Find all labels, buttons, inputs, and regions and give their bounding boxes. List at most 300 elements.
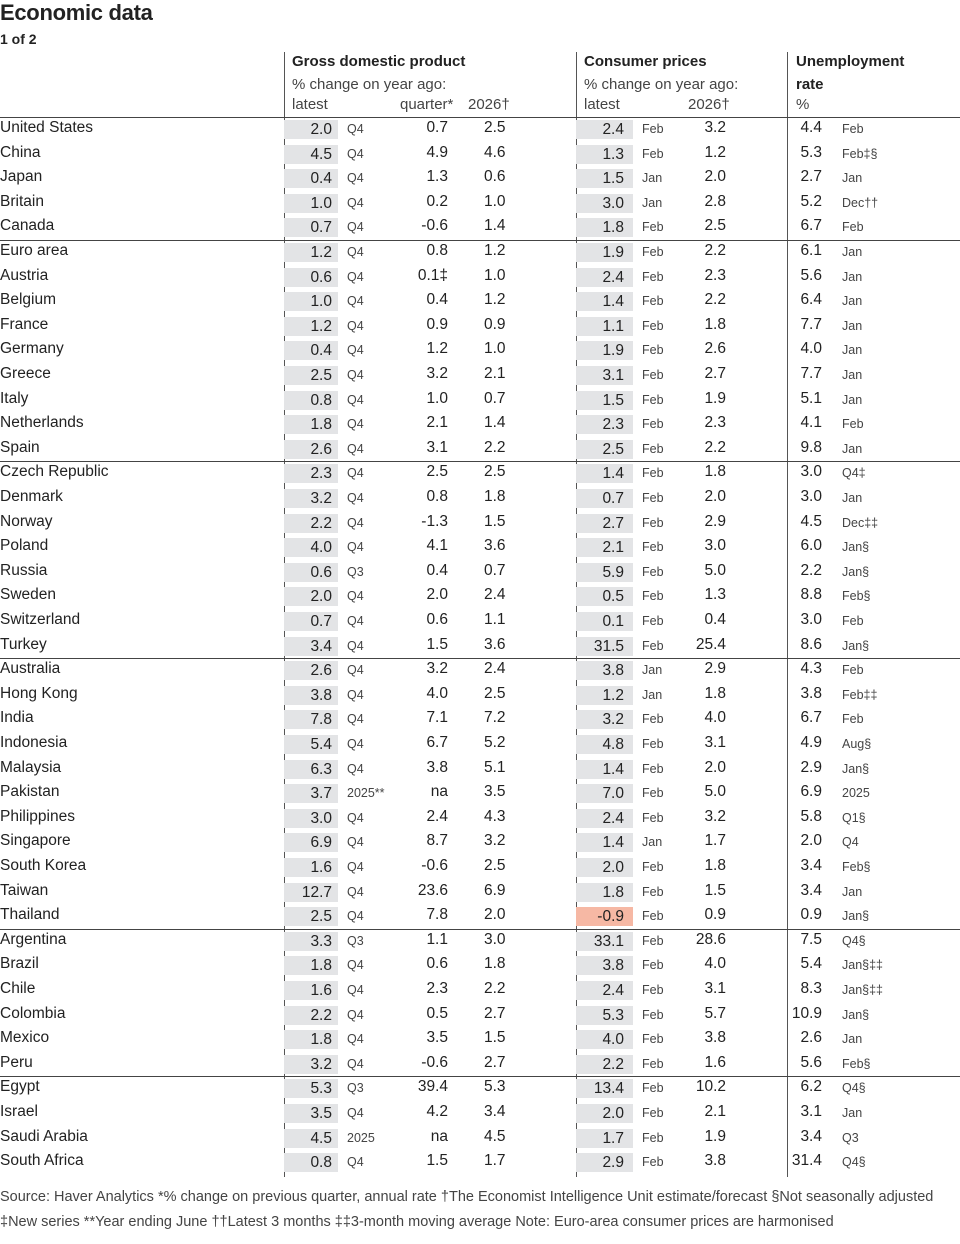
gdp-quarter: -0.6	[421, 1053, 448, 1071]
gdp-latest: 3.4	[284, 637, 338, 656]
cpi-2026: 10.2	[695, 1078, 726, 1096]
gdp-period: Q4	[347, 441, 364, 456]
cpi-2026: 25.4	[695, 635, 726, 653]
cpi-2026: 3.2	[704, 119, 726, 136]
cpi-latest: 5.3	[576, 1006, 633, 1025]
gdp-latest: 3.7	[284, 784, 338, 803]
cpi-month: Feb	[642, 466, 664, 481]
country-name: Peru	[0, 1053, 33, 1071]
unemployment-rate: 4.1	[800, 414, 822, 432]
gdp-2026: 1.4	[484, 217, 506, 235]
country-name: Saudi Arabia	[0, 1127, 88, 1145]
gdp-2026: 1.1	[484, 611, 506, 628]
unemployment-month: Jan§	[842, 540, 870, 555]
unemployment-rate: 8.3	[800, 980, 822, 997]
table-row	[0, 609, 960, 634]
country-name: Russia	[0, 561, 48, 579]
cpi-2026: 2.2	[704, 438, 726, 456]
table-row	[0, 584, 960, 609]
gdp-2026: 0.9	[484, 315, 506, 333]
gdp-period: Q4	[347, 983, 364, 997]
cpi-2026: 5.0	[704, 783, 726, 801]
gdp-latest: 0.7	[284, 218, 338, 237]
cpi-2026: 1.5	[704, 881, 726, 899]
country-name: India	[0, 709, 34, 727]
footnote-line-2: ‡New series **Year ending June ††Latest 3 months ‡‡3-month moving average Note: Euro-area consumer prices are harmonised	[0, 1214, 834, 1230]
cpi-2026: 1.8	[704, 463, 726, 481]
gdp-quarter: 0.6	[426, 611, 448, 628]
gdp-period: Q4	[347, 466, 364, 481]
gdp-latest: 1.0	[284, 194, 338, 213]
cpi-latest: 2.4	[576, 268, 633, 287]
gdp-latest: 0.6	[284, 268, 338, 287]
cpi-latest: 1.5	[576, 391, 633, 410]
country-name: Switzerland	[0, 611, 81, 628]
gdp-2026: 1.2	[484, 242, 506, 259]
table-row	[0, 191, 960, 216]
table-row	[0, 732, 960, 757]
cpi-2026: 3.1	[704, 980, 726, 997]
gdp-period: 2025	[347, 1130, 375, 1145]
cpi-latest: 3.8	[576, 661, 633, 680]
table-row	[0, 486, 960, 511]
gdp-2026: 7.2	[484, 709, 506, 727]
cpi-month: Feb	[642, 1130, 664, 1145]
unemployment-month: Feb‡§	[842, 146, 878, 161]
footnote-line-1: Source: Haver Analytics *% change on previous quarter, annual rate †The Economist Intelligence Unit estimate/forecast §Not seasonally adjusted	[0, 1189, 934, 1205]
cpi-latest: 2.1	[576, 538, 633, 557]
gdp-period: Q4	[347, 884, 364, 899]
gdp-period: Q4	[347, 909, 364, 924]
gdp-latest: 1.6	[284, 981, 338, 1000]
cpi-month: Feb	[642, 122, 664, 136]
gdp-2026: 6.9	[484, 881, 506, 899]
cpi-latest: 3.8	[576, 956, 633, 975]
gdp-2026: 2.5	[484, 684, 506, 702]
cpi-month: Feb	[642, 515, 664, 530]
gdp-quarter: 0.6	[426, 955, 448, 973]
unemployment-month: Dec††	[842, 195, 879, 210]
table-row	[0, 412, 960, 437]
gdp-latest: 1.2	[284, 243, 338, 262]
table-row	[0, 830, 960, 855]
unemployment-rate: 3.4	[800, 857, 822, 874]
unemployment-rate: 2.2	[800, 561, 822, 579]
gdp-header-title: Gross domestic product	[292, 53, 466, 70]
gdp-period: Q4	[347, 269, 364, 284]
country-name: Britain	[0, 192, 44, 210]
unemployment-month: Jan	[842, 1106, 863, 1120]
country-name: Hong Kong	[0, 684, 78, 702]
gdp-latest: 2.0	[284, 587, 338, 606]
gdp-latest: 1.6	[284, 858, 338, 877]
gdp-latest: 12.7	[284, 883, 338, 902]
cpi-2026: 1.2	[704, 143, 726, 161]
unemployment-rate: 3.8	[800, 684, 822, 702]
gdp-quarter: 2.4	[426, 807, 448, 825]
unemployment-month: Jan	[842, 884, 863, 899]
gdp-latest: 5.4	[284, 735, 338, 754]
table-row	[0, 929, 960, 954]
gdp-quarter: 0.4	[426, 291, 448, 309]
unemployment-month: Feb	[842, 417, 864, 432]
cpi-latest: 31.5	[576, 637, 633, 656]
country-name: Indonesia	[0, 734, 68, 751]
gdp-quarter: 1.1	[426, 930, 448, 948]
gdp-quarter: 7.1	[426, 709, 448, 727]
cpi-latest: 1.4	[576, 464, 633, 483]
gdp-latest: 1.8	[284, 1030, 338, 1049]
unemployment-rate: 7.5	[800, 930, 822, 948]
gdp-quarter: 4.9	[426, 143, 448, 161]
gdp-2026: 0.7	[484, 561, 506, 579]
gdp-quarter: 0.1‡	[417, 266, 448, 284]
gdp-quarter: 3.1	[426, 438, 448, 456]
gdp-2026: 1.5	[484, 512, 506, 530]
gdp-period: Q4	[347, 122, 364, 136]
gdp-latest: 3.0	[284, 809, 338, 828]
gdp-quarter: 1.0	[426, 389, 448, 407]
unemployment-rate: 6.7	[800, 709, 822, 727]
cpi-month: Feb	[642, 1032, 664, 1047]
cpi-latest: -0.9	[576, 907, 633, 926]
table-row	[0, 511, 960, 536]
unemployment-month: Jan	[842, 171, 863, 186]
unemployment-month: Jan	[842, 392, 863, 407]
cpi-2026: 2.1	[704, 1103, 726, 1120]
cpi-header-2026: 2026†	[688, 96, 730, 113]
gdp-quarter: 3.2	[426, 660, 448, 678]
gdp-2026: 1.8	[484, 955, 506, 973]
table-row	[0, 855, 960, 880]
country-name: Pakistan	[0, 783, 60, 801]
gdp-latest: 1.8	[284, 415, 338, 434]
cpi-latest: 13.4	[576, 1079, 633, 1098]
unemployment-rate: 8.8	[800, 586, 822, 604]
country-name: Euro area	[0, 242, 69, 259]
unemployment-month: Feb§	[842, 1056, 871, 1071]
gdp-2026: 2.5	[484, 463, 506, 481]
country-name: United States	[0, 119, 94, 136]
cpi-2026: 2.0	[704, 168, 726, 186]
gdp-period: Q4	[347, 663, 364, 678]
cpi-latest: 1.4	[576, 760, 633, 779]
cpi-2026: 1.9	[704, 1127, 726, 1145]
unemployment-month: Jan	[842, 1032, 863, 1047]
country-name: China	[0, 143, 41, 161]
unemployment-month: Jan§	[842, 1007, 870, 1022]
cpi-latest: 2.2	[576, 1055, 633, 1074]
country-name: Greece	[0, 365, 51, 382]
table-row	[0, 781, 960, 806]
gdp-quarter: 6.7	[426, 734, 448, 751]
gdp-latest: 0.8	[284, 1153, 338, 1172]
country-name: Sweden	[0, 586, 57, 604]
table-row	[0, 634, 960, 659]
cpi-month: Feb	[642, 712, 664, 727]
table-row	[0, 461, 960, 486]
unemployment-rate: 3.0	[800, 488, 822, 505]
cpi-latest: 3.0	[576, 194, 633, 213]
country-name: Singapore	[0, 832, 71, 850]
gdp-quarter: 0.4	[426, 561, 448, 579]
cpi-2026: 2.0	[704, 758, 726, 776]
gdp-quarter: 2.3	[426, 980, 448, 997]
table-row	[0, 265, 960, 290]
gdp-2026: 2.1	[484, 365, 506, 382]
table-row	[0, 1027, 960, 1052]
cpi-2026: 3.2	[704, 807, 726, 825]
cpi-2026: 1.8	[704, 857, 726, 874]
gdp-quarter: 0.9	[426, 315, 448, 333]
table-row	[0, 338, 960, 363]
gdp-period: Q4	[347, 146, 364, 161]
gdp-2026: 0.7	[484, 389, 506, 407]
gdp-quarter: 0.8	[426, 488, 448, 505]
cpi-2026: 2.9	[704, 660, 726, 678]
cpi-month: Feb	[642, 491, 664, 505]
gdp-latest: 4.5	[284, 1129, 338, 1148]
gdp-quarter: 3.8	[426, 758, 448, 776]
unemployment-month: Dec‡‡	[842, 515, 879, 530]
unemployment-month: Q3	[842, 1130, 859, 1145]
country-name: Malaysia	[0, 758, 62, 776]
unemployment-rate: 2.9	[800, 758, 822, 776]
gdp-latest: 3.3	[284, 932, 338, 951]
gdp-quarter: 2.5	[426, 463, 448, 481]
gdp-latest: 0.8	[284, 391, 338, 410]
cpi-month: Feb	[642, 1056, 664, 1071]
gdp-quarter: 3.5	[426, 1029, 448, 1047]
gdp-2026: 2.2	[484, 980, 506, 997]
gdp-quarter: -1.3	[421, 512, 448, 530]
cpi-header-latest: latest	[584, 96, 620, 113]
cpi-latest: 2.4	[576, 120, 633, 139]
table-row	[0, 904, 960, 929]
gdp-2026: 3.2	[484, 832, 506, 850]
gdp-latest: 2.6	[284, 661, 338, 680]
table-row	[0, 707, 960, 732]
cpi-latest: 1.9	[576, 243, 633, 262]
cpi-latest: 1.7	[576, 1129, 633, 1148]
cpi-latest: 2.5	[576, 440, 633, 459]
unemployment-rate: 3.0	[800, 463, 822, 481]
gdp-2026: 0.6	[484, 168, 506, 186]
cpi-2026: 2.0	[704, 488, 726, 505]
cpi-2026: 2.3	[704, 414, 726, 432]
gdp-period: Q4	[347, 958, 364, 973]
cpi-2026: 2.2	[704, 291, 726, 309]
unemployment-month: Q1§	[842, 810, 866, 825]
cpi-month: Feb	[642, 245, 664, 259]
gdp-quarter: 1.3	[426, 168, 448, 186]
cpi-latest: 1.3	[576, 145, 633, 164]
table-row	[0, 166, 960, 191]
gdp-quarter: 4.0	[426, 684, 448, 702]
country-name: South Korea	[0, 857, 87, 874]
cpi-latest: 2.0	[576, 1104, 633, 1123]
cpi-2026: 2.8	[704, 192, 726, 210]
unemployment-rate: 9.8	[800, 438, 822, 456]
unemployment-rate: 4.9	[800, 734, 822, 751]
gdp-period: Q4	[347, 515, 364, 530]
unemployment-month: Feb	[842, 220, 864, 235]
cpi-latest: 2.3	[576, 415, 633, 434]
cpi-2026: 5.7	[704, 1004, 726, 1022]
cpi-2026: 2.2	[704, 242, 726, 259]
gdp-2026: 1.2	[484, 291, 506, 309]
gdp-latest: 2.0	[284, 120, 338, 139]
table-row	[0, 1003, 960, 1028]
gdp-latest: 2.2	[284, 1006, 338, 1025]
gdp-2026: 1.7	[484, 1152, 506, 1170]
cpi-2026: 2.7	[704, 365, 726, 382]
cpi-month: Feb	[642, 1106, 664, 1120]
gdp-period: Q4	[347, 245, 364, 259]
table-row	[0, 658, 960, 683]
cpi-latest: 2.0	[576, 858, 633, 877]
group-separator	[0, 461, 960, 462]
unemployment-rate: 5.8	[800, 807, 822, 825]
cpi-latest: 1.4	[576, 292, 633, 311]
gdp-latest: 6.3	[284, 760, 338, 779]
gdp-latest: 0.4	[284, 169, 338, 188]
cpi-2026: 1.8	[704, 684, 726, 702]
gdp-quarter: na	[430, 1127, 448, 1145]
gdp-header-2026: 2026†	[468, 96, 510, 113]
cpi-month: Feb	[642, 909, 664, 924]
cpi-month: Feb	[642, 1155, 664, 1170]
unemployment-rate: 5.4	[800, 955, 822, 973]
gdp-quarter: 1.5	[426, 1152, 448, 1170]
unemployment-rate: 10.9	[791, 1004, 822, 1022]
unemployment-month: Feb	[842, 122, 864, 136]
unemployment-rate: 4.4	[800, 119, 822, 136]
cpi-month: Feb	[642, 564, 664, 579]
gdp-2026: 5.3	[484, 1078, 506, 1096]
unemployment-rate: 6.4	[800, 291, 822, 309]
gdp-period: Q4	[347, 368, 364, 382]
gdp-period: Q4	[347, 737, 364, 751]
gdp-latest: 1.2	[284, 317, 338, 336]
page-subtitle: 1 of 2	[0, 31, 37, 47]
cpi-latest: 1.1	[576, 317, 633, 336]
cpi-2026: 0.4	[704, 611, 726, 628]
gdp-2026: 3.5	[484, 783, 506, 801]
table-row	[0, 1052, 960, 1077]
cpi-month: Feb	[642, 368, 664, 382]
unemployment-month: Q4‡	[842, 466, 866, 481]
gdp-2026: 4.3	[484, 807, 506, 825]
gdp-latest: 3.2	[284, 489, 338, 508]
gdp-period: Q4	[347, 195, 364, 210]
unemployment-rate: 6.7	[800, 217, 822, 235]
unemployment-month: Q4	[842, 835, 859, 850]
country-name: Norway	[0, 512, 53, 530]
unemployment-rate: 31.4	[791, 1152, 822, 1170]
gdp-2026: 5.1	[484, 758, 506, 776]
gdp-period: Q4	[347, 761, 364, 776]
country-name: Turkey	[0, 635, 47, 653]
gdp-quarter: 4.1	[426, 537, 448, 555]
gdp-quarter: 0.2	[426, 192, 448, 210]
group-separator	[0, 240, 960, 241]
table-row	[0, 757, 960, 782]
gdp-quarter: 0.8	[426, 242, 448, 259]
unemployment-rate: 3.0	[800, 611, 822, 628]
table-row	[0, 1126, 960, 1151]
cpi-month: Feb	[642, 589, 664, 604]
gdp-2026: 4.5	[484, 1127, 506, 1145]
unemployment-month: Q4§	[842, 933, 866, 948]
cpi-month: Jan	[642, 835, 663, 850]
cpi-month: Feb	[642, 810, 664, 825]
country-name: France	[0, 315, 49, 333]
table-row	[0, 142, 960, 167]
unemployment-rate: 3.1	[800, 1103, 822, 1120]
gdp-header-subtitle: % change on year ago:	[292, 76, 447, 93]
unemployment-rate: 0.9	[800, 906, 822, 924]
unemployment-month: Feb	[842, 712, 864, 727]
gdp-period: Q4	[347, 860, 364, 874]
table-row	[0, 1101, 960, 1126]
gdp-period: Q4	[347, 638, 364, 653]
cpi-month: Feb	[642, 786, 664, 801]
gdp-period: Q4	[347, 318, 364, 333]
cpi-latest: 0.7	[576, 489, 633, 508]
unemployment-month: Feb	[842, 663, 864, 678]
table-row	[0, 1076, 960, 1101]
cpi-month: Feb	[642, 343, 664, 358]
unemployment-rate: 4.3	[800, 660, 822, 678]
gdp-2026: 3.6	[484, 537, 506, 555]
gdp-quarter: 2.1	[426, 414, 448, 432]
unemployment-header-title-2: rate	[796, 76, 824, 93]
unemployment-month: Jan	[842, 441, 863, 456]
cpi-month: Feb	[642, 983, 664, 997]
cpi-2026: 3.1	[704, 734, 726, 751]
gdp-2026: 3.0	[484, 930, 506, 948]
cpi-month: Feb	[642, 638, 664, 653]
cpi-month: Feb	[642, 884, 664, 899]
cpi-month: Feb	[642, 417, 664, 432]
country-name: Chile	[0, 980, 36, 997]
cpi-latest: 1.5	[576, 169, 633, 188]
unemployment-month: Jan	[842, 245, 863, 259]
unemployment-month: Feb§	[842, 589, 871, 604]
gdp-quarter: 3.2	[426, 365, 448, 382]
cpi-latest: 0.5	[576, 587, 633, 606]
gdp-quarter: -0.6	[421, 857, 448, 874]
gdp-period: Q4	[347, 1155, 364, 1170]
cpi-latest: 2.4	[576, 981, 633, 1000]
gdp-latest: 2.3	[284, 464, 338, 483]
unemployment-rate: 5.6	[800, 1053, 822, 1071]
gdp-2026: 4.6	[484, 143, 506, 161]
cpi-month: Jan	[642, 663, 663, 678]
table-row	[0, 388, 960, 413]
cpi-month: Feb	[642, 1007, 664, 1022]
cpi-latest: 3.1	[576, 366, 633, 385]
unemployment-month: Aug§	[842, 737, 872, 751]
country-name: Thailand	[0, 906, 60, 924]
table-row	[0, 806, 960, 831]
gdp-latest: 2.5	[284, 366, 338, 385]
cpi-header-title: Consumer prices	[584, 53, 707, 70]
unemployment-month: Jan	[842, 294, 863, 309]
gdp-latest: 0.7	[284, 612, 338, 631]
gdp-quarter: 0.7	[426, 119, 448, 136]
